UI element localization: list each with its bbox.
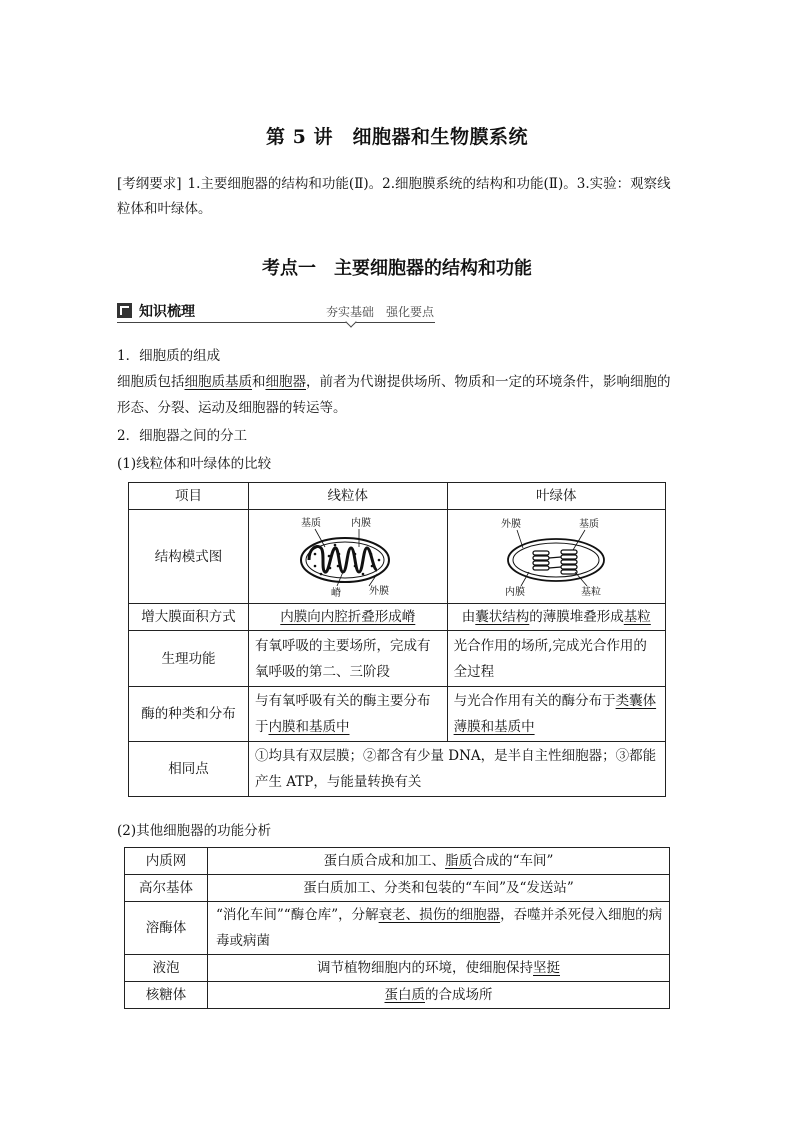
point1-post: ，前者为代谢提供场所、物质和一定的环境条件，影响细胞的形态、分裂、运动及细胞器的转运等。	[117, 374, 671, 416]
chloroplast-diagram	[481, 514, 631, 600]
header-cell: 项目	[129, 483, 249, 510]
mito-enzyme-term: 内膜和基质中	[268, 719, 350, 735]
knowledge-slogan: 夯实基础 强化要点	[326, 305, 435, 319]
organelle-name: 高尔基体	[125, 875, 208, 902]
point1-pre: 细胞质包括	[117, 374, 185, 390]
knowledge-label: 知识梳理	[139, 304, 195, 320]
table-row	[129, 687, 666, 742]
mito-function-cell: 有氧呼吸的主要场所，完成有氧呼吸的第二、三阶段	[248, 631, 447, 687]
function-pre: 蛋白质加工、分类和包装的“车间”及“发送站”	[303, 880, 574, 896]
chloro-diagram-cell	[447, 510, 665, 604]
organelle-name: 液泡	[125, 955, 208, 982]
point1-body	[117, 369, 682, 421]
requirements-tag: [考纲要求]	[117, 176, 182, 192]
organelle-name: 内质网	[125, 848, 208, 875]
mito-label-outer: 外膜	[368, 585, 389, 597]
chloro-function-cell: 光合作用的场所,完成光合作用的全过程	[447, 631, 665, 687]
row-label: 结构模式图	[129, 510, 249, 604]
row-label: 生理功能	[129, 631, 249, 687]
chloro-area-pre: 由	[461, 609, 476, 625]
bar-underline	[117, 322, 435, 323]
mito-chloro-table	[128, 482, 666, 797]
requirements-text: 1.主要细胞器的结构和功能(Ⅱ)。2.细胞膜系统的结构和功能(Ⅱ)。3.实验：观察线粒体和叶绿体。	[117, 176, 671, 217]
same-points-cell: ①均具有双层膜；②都含有少量 DNA，是半自主性细胞器；③都能产生 ATP，与能量转换有关	[248, 742, 665, 797]
mito-label-matrix: 基质	[300, 517, 321, 529]
exam-requirements	[117, 172, 677, 222]
mitochondrion-diagram	[273, 514, 423, 600]
square-icon	[117, 303, 132, 318]
point2-heading: 2．细胞器之间的分工	[117, 428, 248, 444]
header-cell: 线粒体	[248, 483, 447, 510]
function-term: 脂质	[445, 853, 473, 869]
table-row	[125, 902, 670, 955]
header-cell: 叶绿体	[447, 483, 665, 510]
function-post: ，吞噬并杀死侵入细胞的病毒或病菌	[216, 907, 663, 949]
chloro-area-mid: 的薄膜堆叠形成	[529, 609, 624, 625]
function-term: 衰老、损伤的细胞器	[378, 907, 501, 923]
table-row	[125, 848, 670, 875]
row-label: 酶的种类和分布	[129, 687, 249, 742]
row-label: 相同点	[129, 742, 249, 797]
organelle-name: 溶酶体	[125, 902, 208, 955]
organelle-function	[208, 875, 670, 902]
chloro-area-cell	[447, 604, 665, 631]
table-row	[129, 604, 666, 631]
organelle-name: 核糖体	[125, 982, 208, 1009]
organelle-function	[208, 982, 670, 1009]
mito-diagram-cell	[248, 510, 447, 604]
mito-enzyme-cell	[248, 687, 447, 742]
mito-label-inner: 内膜	[350, 517, 371, 529]
table-row	[125, 955, 670, 982]
point1-mid: 和	[252, 374, 266, 390]
function-post: 的合成场所	[425, 987, 493, 1003]
mito-area-text: 内膜向内腔折叠形成嵴	[280, 609, 416, 625]
chloro-enzyme-cell	[447, 687, 665, 742]
table1-caption: (1)线粒体和叶绿体的比较	[117, 456, 272, 472]
page-title: 第 5 讲 细胞器和生物膜系统	[266, 126, 528, 148]
function-term: 蛋白质	[384, 987, 425, 1003]
organelle-function	[208, 848, 670, 875]
chloro-label-granum: 基粒	[581, 586, 602, 598]
mito-enzyme-pre: 与有氧呼吸有关的酶主要分布于	[254, 693, 431, 735]
table-row	[125, 875, 670, 902]
row-label: 增大膜面积方式	[129, 604, 249, 631]
table-row	[129, 631, 666, 687]
chloro-label-matrix: 基质	[579, 518, 600, 530]
chloro-label-inner: 内膜	[505, 586, 526, 598]
chloro-enzyme-pre: 与光合作用有关的酶分布于	[453, 693, 616, 709]
organelle-function	[208, 955, 670, 982]
table-row	[129, 742, 666, 797]
function-pre: “消化车间”“酶仓库”，分解	[216, 907, 379, 923]
knowledge-bar	[117, 298, 677, 328]
point1-term1: 细胞质基质	[184, 374, 252, 390]
other-organelles-table	[124, 847, 670, 1009]
chloro-label-outer: 外膜	[501, 518, 522, 530]
function-term: 坚挺	[533, 960, 560, 976]
chloro-area-term1: 囊状结构	[475, 609, 530, 625]
table-row	[129, 510, 666, 604]
point1-heading: 1．细胞质的组成	[117, 348, 221, 364]
organelle-function	[208, 902, 670, 955]
point1-term2: 细胞器	[265, 374, 306, 390]
table-row	[125, 982, 670, 1009]
function-pre: 蛋白质合成和加工、	[323, 853, 446, 869]
function-post: 合成的“车间”	[472, 853, 554, 869]
mito-label-cristae: 嵴	[330, 587, 341, 599]
chloro-enzyme-term: 类囊体薄膜和基质中	[453, 693, 657, 735]
table2-caption: (2)其他细胞器的功能分析	[117, 823, 272, 839]
section-title: 考点一 主要细胞器的结构和功能	[262, 258, 532, 279]
function-pre: 调节植物细胞内的环境，使细胞保持	[317, 960, 533, 976]
mito-area-cell	[248, 604, 447, 631]
chloro-area-term2: 基粒	[623, 609, 651, 625]
table-row	[129, 483, 666, 510]
